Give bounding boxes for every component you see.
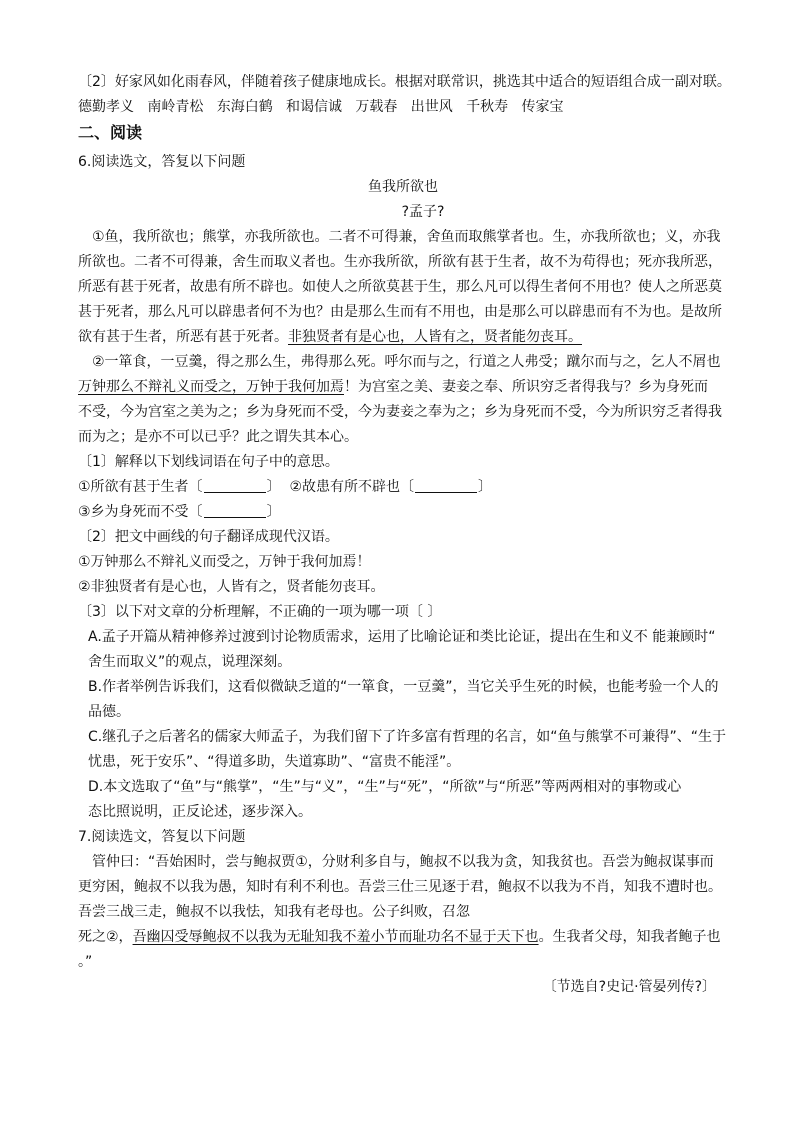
option-c[interactable]: C.继孔子之后著名的儒家大师孟子，为我们留下了许多富有哲理的名言，如“鱼与熊掌不可兼得”、“生于 bbox=[88, 729, 726, 745]
underlined-sentence: 吾幽囚受辱鲍叔不以我为无耻知我不羞小节而耻功名不显于天下也 bbox=[132, 929, 539, 945]
paragraph-line bbox=[78, 375, 728, 400]
sub-question-1-items bbox=[78, 475, 728, 500]
q5-part2-stem: 〔2〕好家风如化雨春风，伴随着孩子健康地成长。根据对联常识，挑选其中适合的短语组合成一副对联。 bbox=[78, 74, 731, 90]
item-c: ③乡为身死而不受〔 bbox=[78, 504, 203, 520]
sub-question-3-stem: 〔3〕以下对文章的分析理解，不正确的一项为哪一项〔 〕 bbox=[78, 604, 442, 620]
option-b[interactable]: B.作者举例告诉我们，这看似微缺乏道的“一箪食，一豆羹”，当它关乎生死的时候，也能考验一个人的 bbox=[88, 679, 719, 695]
sub-question-2-item: ①万钟那么不辩礼义而受之，万钟于我何加焉！ bbox=[78, 554, 371, 570]
paragraph-line: 所恶有甚于死者，故患有所不辟也。如使人之所欲莫甚于生，那么凡可以得生者何不用也？使人之所恶莫 bbox=[78, 279, 722, 295]
paragraph-text: 欲有甚于生者，所恶有甚于死者。 bbox=[78, 329, 288, 345]
q5-phrase-list: 德勤孝义 南岭青松 东海白鹤 和谒信诚 万载春 出世风 千秋寿 传家宝 bbox=[78, 99, 564, 115]
answer-blank[interactable] bbox=[204, 503, 266, 518]
paragraph-line bbox=[78, 925, 728, 950]
section-title: 二、阅读 bbox=[78, 123, 143, 142]
paragraph-text: 死之②， bbox=[78, 929, 133, 945]
paragraph-line: 管仲曰：“吾始困时，尝与鲍叔贾①，分财利多自与，鲍叔不以我为贪，知我贫也。吾尝为鲍叔谋事而 bbox=[92, 854, 714, 870]
paragraph-text: 。生我者父母，知我者鲍子也 bbox=[538, 929, 721, 945]
paragraph-line: 所欲也。二者不可得兼，舍生而取义者也。生亦我所欲，所欲有甚于生者，故不为苟得也；死亦我所恶， bbox=[78, 254, 722, 270]
bracket: 〕 bbox=[266, 504, 281, 520]
paragraph-line: 吾尝三战三走，鲍叔不以我怯，知我有老母也。公子纠败，召忽 bbox=[78, 904, 470, 920]
source-citation: 〔节选自?史记·管晏列传?〕 bbox=[542, 979, 716, 995]
passage-title: 鱼我所欲也 bbox=[368, 179, 438, 195]
sub-question-1-stem: 〔1〕解释以下划线词语在句子中的意思。 bbox=[78, 454, 339, 470]
answer-blank[interactable] bbox=[204, 478, 266, 493]
paragraph-line: 甚于死者，那么凡可以辟患者何不为也？由是那么生而有不用也，由是那么可以辟患而有不为也。是故所 bbox=[78, 304, 722, 320]
underlined-sentence: 万钟那么不辩礼义而受之，万钟于我何加焉 bbox=[78, 379, 344, 395]
bracket: 〕 bbox=[478, 479, 493, 495]
option-a-cont: 舍生而取义”的观点，说理深刻。 bbox=[88, 654, 292, 670]
paragraph-line: 而为之；是亦不可以已乎？此之谓失其本心。 bbox=[78, 429, 358, 445]
answer-blank[interactable] bbox=[415, 478, 477, 493]
sub-question-2-item: ②非独贤者有是心也，人皆有之，贤者能勿丧耳。 bbox=[78, 579, 385, 595]
bracket: 〕 bbox=[266, 479, 281, 495]
paragraph-line: ①鱼，我所欲也；熊掌，亦我所欲也。二者不可得兼，舍鱼而取熊掌者也。生，亦我所欲也；义，亦我 bbox=[92, 229, 721, 245]
passage-author: ?孟子? bbox=[401, 204, 445, 220]
q6-stem: 6.阅读选文，答复以下问题 bbox=[78, 154, 246, 170]
q7-stem: 7.阅读选文，答复以下问题 bbox=[78, 829, 246, 845]
sub-question-1-items bbox=[78, 500, 728, 525]
paragraph-text: ！为宫室之美、妻妾之奉、所识穷乏者得我与？乡为身死而 bbox=[344, 379, 708, 395]
option-d-cont: 态比照说明，正反论述，逐步深入。 bbox=[88, 804, 312, 820]
option-d[interactable]: D.本文选取了“鱼”与“熊掌”，“生”与“义”，“生”与“死”，“所欲”与“所恶”等两两相对的事物或心 bbox=[88, 779, 682, 795]
option-a[interactable]: A.孟子开篇从精神修养过渡到讨论物质需求，运用了比喻论证和类比论证，提出在生和义不 能兼顾时“ bbox=[88, 629, 716, 645]
item-a: ①所欲有甚于生者〔 bbox=[78, 479, 203, 495]
option-b-cont: 品德。 bbox=[88, 704, 130, 720]
underlined-sentence: 非独贤者有是心也，人皆有之，贤者能勿丧耳。 bbox=[288, 329, 582, 345]
paragraph-line: 不受，今为宫室之美为之；乡为身死而不受，今为妻妾之奉为之；乡为身死而不受，今为所识穷乏者得我 bbox=[78, 404, 722, 420]
paragraph-line: 。” bbox=[78, 954, 93, 970]
option-c-cont: 忧患，死于安乐”、“得道多助，失道寡助”、“富贵不能淫”。 bbox=[88, 754, 461, 770]
paragraph-line: 更穷困，鲍叔不以我为愚，知时有利不利也。吾尝三仕三见逐于君，鲍叔不以我为不肖，知我不遭时也。 bbox=[78, 879, 722, 895]
paragraph-line: ②一箪食，一豆羹，得之那么生，弗得那么死。呼尔而与之，行道之人弗受；蹴尔而与之，乞人不屑也 bbox=[92, 354, 721, 370]
item-b: ②故患有所不辟也〔 bbox=[289, 479, 415, 495]
sub-question-2-stem: 〔2〕把文中画线的句子翻译成现代汉语。 bbox=[78, 529, 339, 545]
paragraph-line bbox=[78, 325, 728, 350]
document-page bbox=[78, 70, 731, 1000]
